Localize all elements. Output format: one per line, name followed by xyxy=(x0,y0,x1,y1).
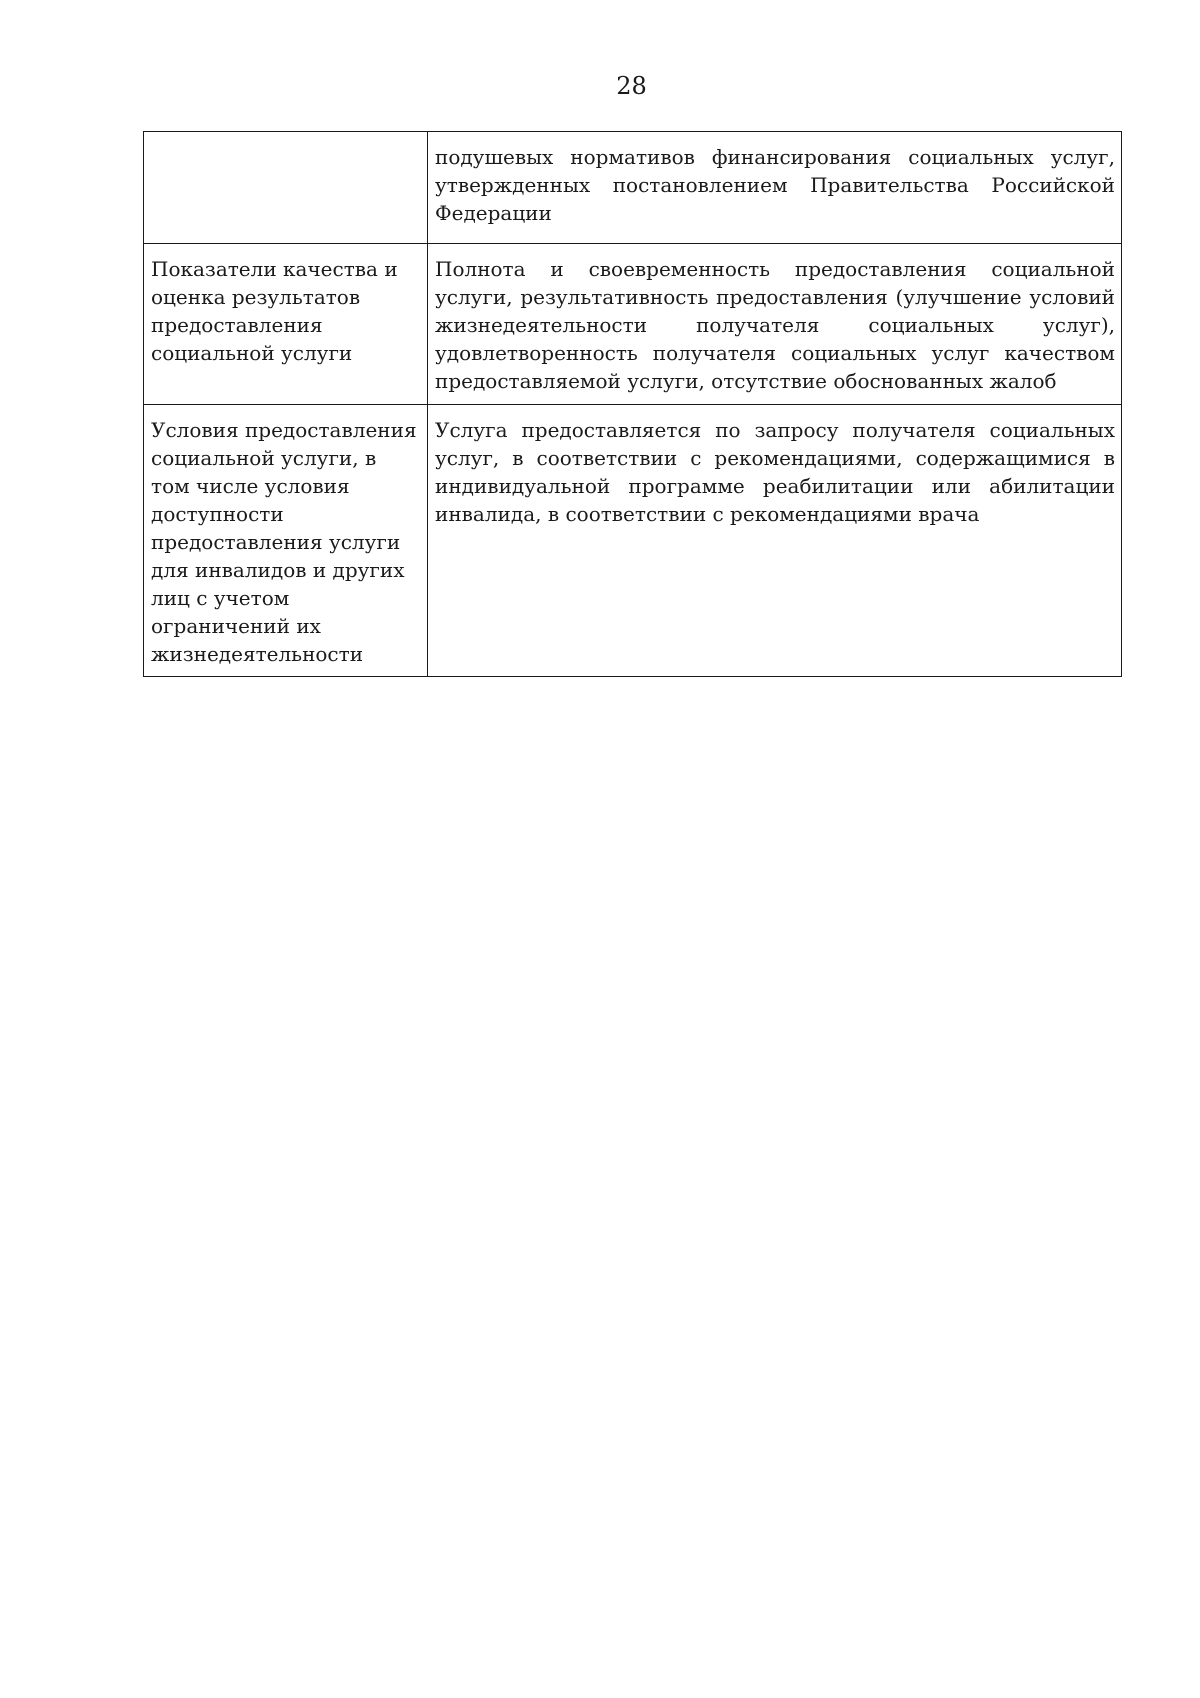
table-row xyxy=(144,405,1122,677)
table-cell-label xyxy=(144,132,428,244)
table-cell-label: Условия предоставления социальной услуги, в том числе условия доступности предоставления услуги для инвалидов и других лиц с учетом ограничений их жизнедеятельности xyxy=(144,405,428,677)
table-cell-value: Полнота и своевременность предоставления социальной услуги, результативность предоставления (улучшение условий жизнедеятельности получателя социальных услуг), удовлетворенность получателя социальных услуг качеством предоставляемой услуги, отсутствие обоснованных жалоб xyxy=(428,244,1122,405)
table-cell-label: Показатели качества и оценка результатов предоставления социальной услуги xyxy=(144,244,428,405)
table-cell-value: Услуга предоставляется по запросу получателя социальных услуг, в соответствии с рекомендациями, содержащимися в индивидуальной программе реабилитации или абилитации инвалида, в соответствии с рекомендациями врача xyxy=(428,405,1122,677)
table-row xyxy=(144,132,1122,244)
table-row xyxy=(144,244,1122,405)
service-table xyxy=(143,131,1122,677)
table-cell-value: подушевых нормативов финансирования социальных услуг, утвержденных постановлением Правительства Российской Федерации xyxy=(428,132,1122,244)
page-number: 28 xyxy=(616,72,647,100)
